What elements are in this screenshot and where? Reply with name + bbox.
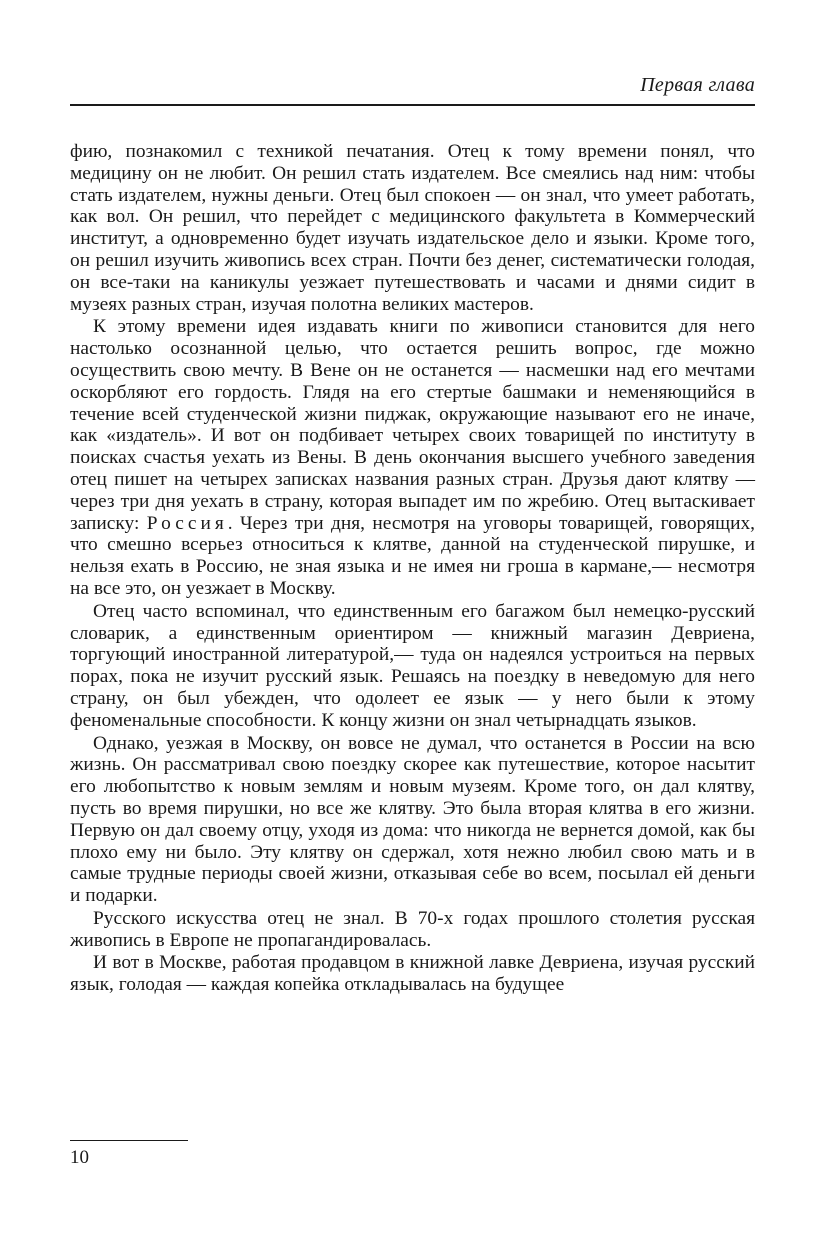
spaced-word-russia: Россия <box>146 512 228 534</box>
footer-rule <box>70 1140 188 1141</box>
paragraph-1: фию, познакомил с техникой печатания. Отец к тому времени понял, что медицину он не любит. Он решил стать издателем. Все смеялись над ним: чтобы стать издателем, нужны деньги. Отец был спокоен — он знал, что умеет работать, как вол. Он решил, что перейдет с медицинского факультета в Коммерческий институт, а одновременно будет изучать издательское дело и языки. Кроме того, он решил изучить живопись всех стран. Почти без денег, систематически голодая, он все-таки на каникулы уезжает путешествовать и часами и днями сидит в музеях разных стран, изучая полотна великих мастеров. <box>70 141 755 315</box>
running-head-title: Первая глава <box>640 74 755 96</box>
paragraph-4: Однако, уезжая в Москву, он вовсе не думал, что останется в России на всю жизнь. Он рассматривал свою поездку скорее как путешествие, которое насытит его любопытство к новым землям и новым музеям. Кроме того, он дал клятву, пусть во время пирушки, но все же клятву. Это была вторая клятва в его жизни. Первую он дал своему отцу, уходя из дома: что никогда не вернется домой, как бы плохо ему ни было. Эту клятву он сдержал, хотя нежно любил свою мать и в самые трудные периоды своей жизни, отказывая себе во всем, посылал ей деньги и подарки. <box>70 732 755 907</box>
paragraph-3: Отец часто вспоминал, что единственным его багажом был немецко-русский словарик, а единственным ориентиром — книжный магазин Девриена, торгующий иностранной литературой,— туда он надеялся устроиться на первых порах, пока не изучит русский язык. Решаясь на поездку в неведомую для него страну, он был убежден, что одолеет ее язык — у него были к этому феноменальные способности. К концу жизни он знал четырнадцать языков. <box>70 600 755 731</box>
paragraph-2 <box>70 316 755 599</box>
body-text <box>70 141 755 996</box>
header-rule <box>70 104 755 106</box>
paragraph-6: И вот в Москве, работая продавцом в книжной лавке Девриена, изучая русский язык, голодая — каждая копейка откладывалась на будущее <box>70 952 755 996</box>
page-number: 10 <box>70 1147 89 1168</box>
paragraph-2-text-after: . Через три дня, несмотря на уговоры товарищей, говорящих, что смешно всерьез относиться к клятве, данной на студенческой пирушке, и нельзя ехать в Россию, не зная языка и не имея ни гроша в кармане,— несмотря на все это, он уезжает в Москву. <box>70 512 755 599</box>
paragraph-2-text-before: К этому времени идея издавать книги по живописи становится для него настолько осознанной целью, что остается решить вопрос, где можно осуществить свою мечту. В Вене он не останется — насмешки над его мечтами оскорбляют его гордость. Глядя на его стертые башмаки и неменяющийся в течение всей студенческой жизни пиджак, окружающие называют его не иначе, как «издатель». И вот он подбивает четырех своих товарищей по институту в поисках счастья уехать из Вены. В день окончания высшего учебного заведения отец пишет на четырех записках названия разных стран. Друзья дают клятву — через три дня уехать в страну, которая выпадет им по жребию. Отец вытаскивает записку: <box>70 316 755 534</box>
paragraph-5: Русского искусства отец не знал. В 70-х годах прошлого столетия русская живопись в Европе не пропагандировалась. <box>70 907 755 951</box>
